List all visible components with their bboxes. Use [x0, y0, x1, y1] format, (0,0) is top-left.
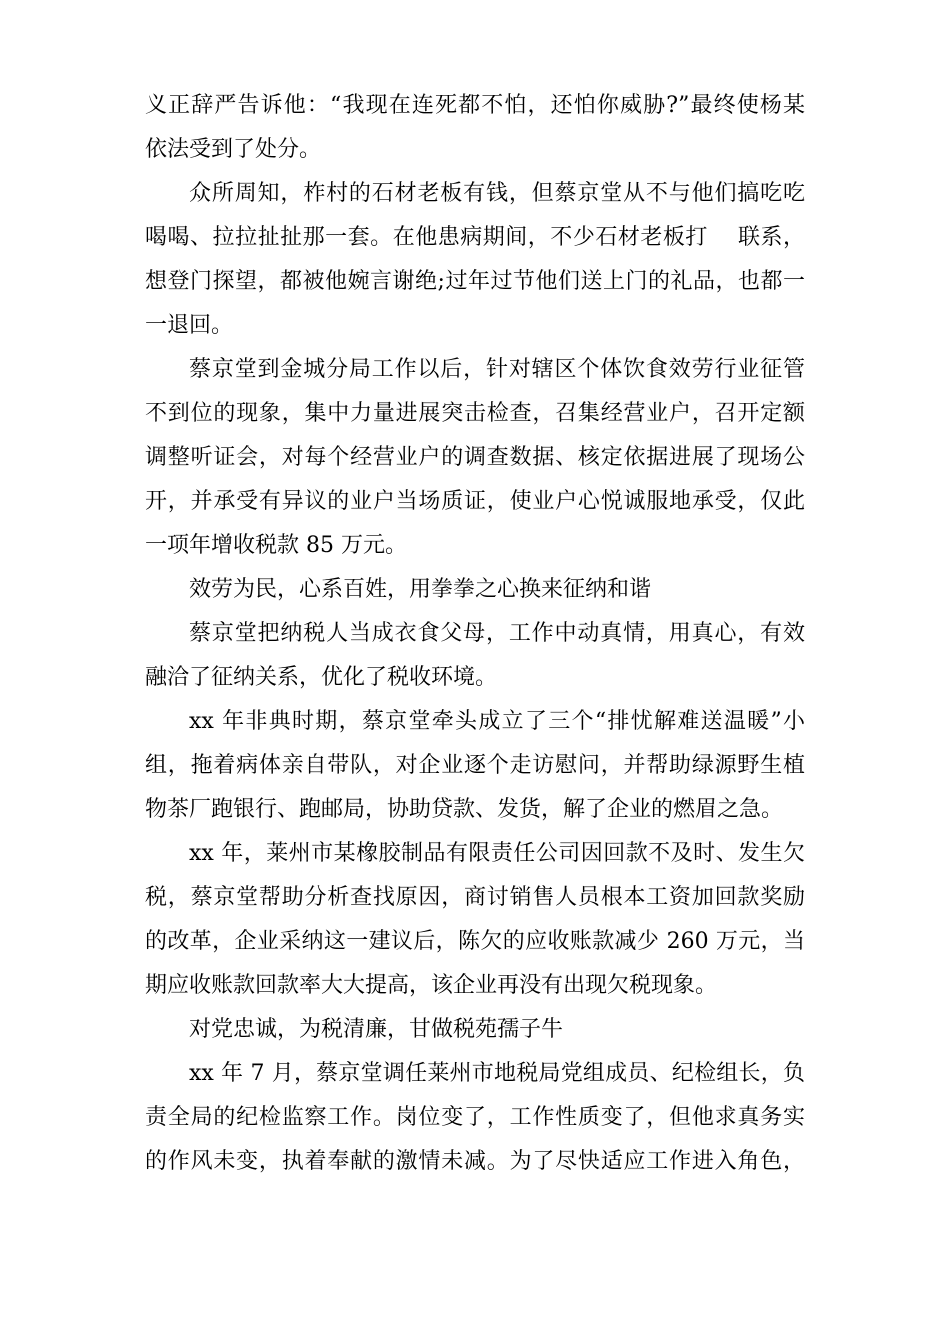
paragraph-6 [145, 832, 805, 1008]
text-line: 的改革，企业采纳这一建议后，陈欠的应收账款减少 260 万元，当 [145, 929, 805, 954]
text-line: 众所周知，柞村的石材老板有钱，但蔡京堂从不与他们搞吃吃 [189, 181, 805, 206]
text-line: 对党忠诚，为税清廉，甘做税苑孺子牛 [189, 1017, 564, 1042]
text-line: 税，蔡京堂帮助分析查找原因，商讨销售人员根本工资加回款奖励 [145, 885, 805, 910]
section-heading-2 [145, 1008, 805, 1052]
section-heading-1 [145, 568, 805, 612]
text-line: 义正辞严告诉他：“我现在连死都不怕，还怕你威胁?”最终使杨某 [145, 93, 805, 118]
text-line: 效劳为民，心系百姓，用拳拳之心换来征纳和谐 [189, 577, 652, 602]
text-line: xx 年 7 月，蔡京堂调任莱州市地税局党组成员、纪检组长，负 [189, 1061, 805, 1086]
paragraph-2 [145, 172, 805, 348]
text-line: 融洽了征纳关系，优化了税收环境。 [145, 665, 498, 690]
paragraph-4 [145, 612, 805, 700]
text-line: 责全局的纪检监察工作。岗位变了，工作性质变了，但他求真务实 [145, 1105, 805, 1130]
text-line: 蔡京堂把纳税人当成衣食父母，工作中动真情，用真心，有效 [189, 621, 805, 646]
text-line: 调整听证会，对每个经营业户的调查数据、核定依据进展了现场公 [145, 445, 805, 470]
text-line: 的作风未变，执着奉献的激情未减。为了尽快适应工作进入角色， [145, 1149, 805, 1174]
text-line: 期应收账款回款率大大提高，该企业再没有出现欠税现象。 [145, 973, 718, 998]
text-line: xx 年，莱州市某橡胶制品有限责任公司因回款不及时、发生欠 [189, 841, 805, 866]
text-line: xx 年非典时期，蔡京堂牵头成立了三个“排忧解难送温暖”小 [189, 709, 805, 734]
paragraph-1 [145, 84, 805, 172]
text-line: 蔡京堂到金城分局工作以后，针对辖区个体饮食效劳行业征管 [189, 357, 805, 382]
text-line: 开，并承受有异议的业户当场质证，使业户心悦诚服地承受，仅此 [145, 489, 805, 514]
text-line: 不到位的现象，集中力量进展突击检查，召集经营业户，召开定额 [145, 401, 805, 426]
text-line: 想登门探望，都被他婉言谢绝;过年过节他们送上门的礼品，也都一 [145, 269, 805, 294]
paragraph-3 [145, 348, 805, 568]
paragraph-7 [145, 1052, 805, 1184]
text-line: 一退回。 [145, 313, 234, 338]
text-line: 物茶厂跑银行、跑邮局，协助贷款、发货，解了企业的燃眉之急。 [145, 797, 784, 822]
text-line: 组，拖着病体亲自带队，对企业逐个走访慰问，并帮助绿源野生植 [145, 753, 805, 778]
document-body [145, 84, 805, 1184]
text-line: 喝喝、拉拉扯扯那一套。在他患病期间，不少石材老板打 联系， [145, 225, 805, 250]
text-line: 一项年增收税款 85 万元。 [145, 533, 407, 558]
text-line: 依法受到了处分。 [145, 137, 322, 162]
paragraph-5 [145, 700, 805, 832]
